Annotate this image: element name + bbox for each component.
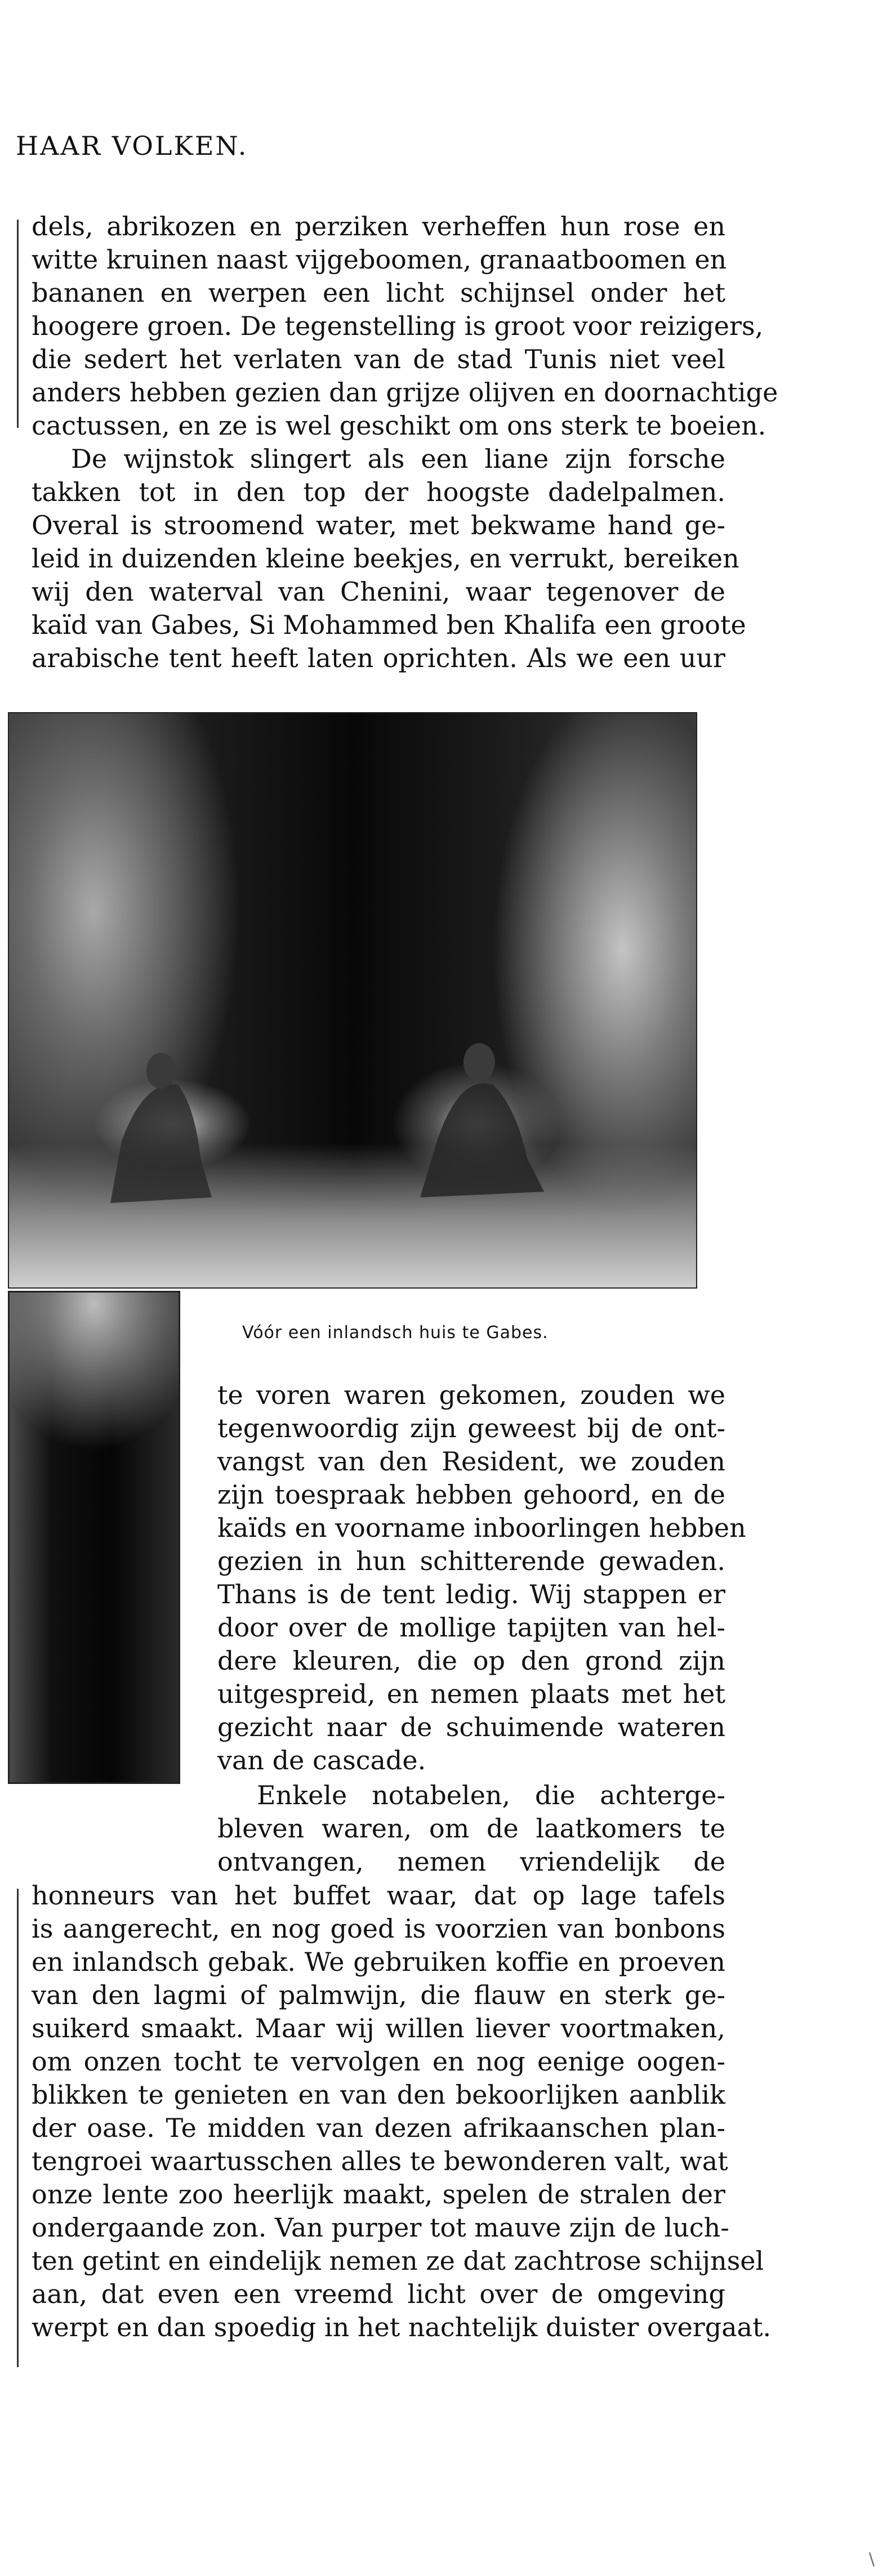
text-line: Thans is de tent ledig. Wij stappen er [217,1579,725,1609]
text-line: vangst van den Resident, we zouden [217,1446,725,1477]
paragraph-2 [32,442,746,675]
text-line: arabische tent heeft laten oprichten. Als we een uur [32,643,725,673]
photograph-doorway [8,1291,180,1784]
text-line: witte kruinen naast vijgeboomen, granaatboomen en [32,244,727,275]
text-line: hoogere groen. De tegenstelling is groot voor reizigers, [32,311,764,341]
text-line: tengroei waartusschen alles te bewonderen valt, wat [32,2146,728,2176]
text-line: uitgespreid, en nemen plaats met het [217,1679,725,1709]
text-line: die sedert het verlaten van de stad Tunis niet veel [32,344,725,374]
paragraph-3 [217,1379,746,1777]
text-line: bananen en werpen een licht schijnsel onder het [32,278,725,308]
text-line: blikken te genieten en van den bekoorlijken aanblik [32,2079,725,2110]
text-line: werpt en dan spoedig in het nachtelijk duister overgaat. [32,2312,772,2342]
text-line: leid in duizenden kleine beekjes, en verrukt, bereiken [32,543,739,574]
text-line: bleven waren, om de laatkomers te [217,1813,725,1844]
text-line: wij den waterval van Chenini, waar tegenover de [32,576,725,607]
text-line: ten getint en eindelijk nemen ze dat zachtrose schijnsel [32,2246,764,2276]
text-line: Overal is stroomend water, met bekwame hand ge- [32,510,725,540]
text-line: door over de mollige tapijten van hel- [217,1612,725,1643]
photo-figures [9,713,696,1287]
text-line: dels, abrikozen en perziken verheffen hun rose en [32,211,725,242]
text-line: Enkele notabelen, die achterge- [257,1780,725,1810]
text-line: aan, dat even een vreemd licht over de omgeving [32,2279,725,2309]
text-line: ondergaande zon. Van purper tot mauve zijn de luch- [32,2212,729,2243]
margin-rule [17,1889,19,2367]
corner-mark: \ [868,2550,875,2569]
text-line: om onzen tocht te vervolgen en nog eenige oogen- [32,2046,725,2077]
photo-caption: Vóór een inlandsch huis te Gabes. [242,1323,549,1343]
text-line: kaïd van Gabes, Si Mohammed ben Khalifa een groote [32,610,746,640]
text-line: suikerd smaakt. Maar wij willen liever voortmaken, [32,2013,725,2043]
text-line: dere kleuren, die op den grond zijn [217,1645,725,1676]
text-line: onze lente zoo heerlijk maakt, spelen de stralen der [32,2179,725,2210]
text-line: te voren waren gekomen, zouden we [217,1380,725,1410]
text-line: zijn toespraak hebben gehoord, en de [217,1479,725,1510]
text-line: gezien in hun schitterende gewaden. [217,1546,725,1576]
text-line: ontvangen, nemen vriendelijk de [217,1846,725,1877]
text-line: is aangerecht, en nog goed is voorzien van bonbons [32,1913,725,1944]
paragraph-4-wide [32,1879,772,2344]
text-line: der oase. Te midden van dezen afrikaanschen plan- [32,2113,725,2143]
text-line: van den lagmi of palmwijn, die flauw en sterk ge- [32,1980,725,2010]
text-line: van de cascade. [217,1745,426,1776]
text-line: takken tot in den top der hoogste dadelpalmen. [32,477,725,507]
paragraph-4-narrow [217,1779,725,1879]
text-line: cactussen, en ze is wel geschikt om ons sterk te boeien. [32,410,766,441]
text-line: tegenwoordig zijn geweest bij de ont- [217,1413,725,1443]
text-line: honneurs van het buffet waar, dat op lage tafels [32,1880,725,1911]
text-line: gezicht naar de schuimende wateren [217,1712,725,1742]
photograph-gabes-house [8,712,697,1289]
paragraph-1 [32,210,778,442]
margin-rule [17,220,19,428]
text-line: De wijnstok slingert als een liane zijn forsche [71,444,725,474]
running-header: HAAR VOLKEN. [16,131,248,161]
text-line: kaïds en voorname inboorlingen hebben [217,1513,746,1543]
text-line: en inlandsch gebak. We gebruiken koffie en proeven [32,1947,725,1977]
text-line: anders hebben gezien dan grijze olijven en doornachtige [32,377,778,408]
